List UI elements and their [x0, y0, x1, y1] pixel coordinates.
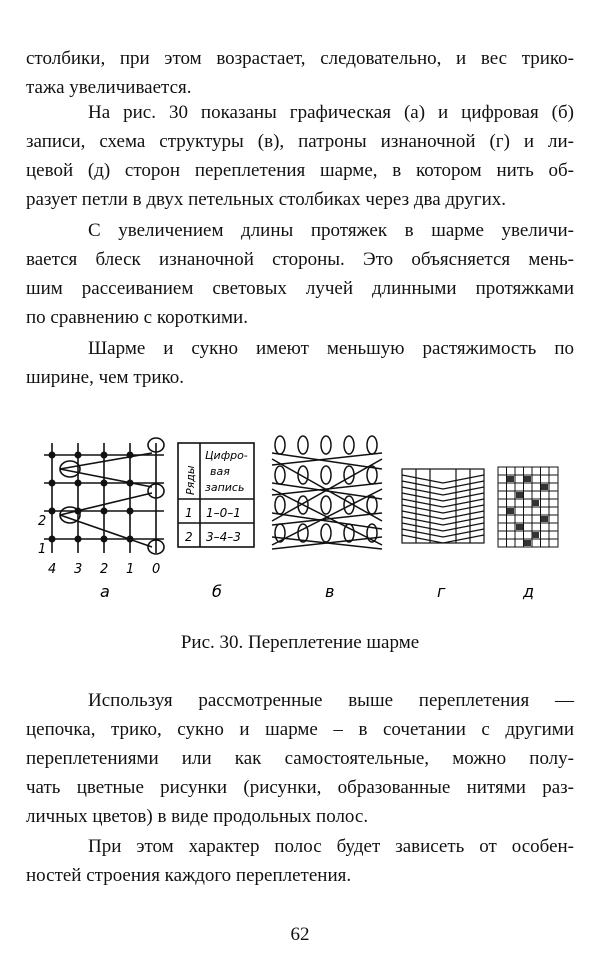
table-cell: 3–4–3 — [206, 530, 241, 544]
table-header: Цифро- — [205, 449, 248, 462]
panel-label-b: б — [212, 582, 222, 601]
paragraph-4 — [26, 334, 574, 392]
panel-label-d: д — [523, 582, 535, 601]
table-header: запись — [205, 481, 245, 494]
row-label: 2 — [38, 514, 47, 529]
figure-caption: Рис. 30. Переплетение шарме — [180, 632, 420, 653]
table-cell: 1 — [185, 506, 193, 520]
text-line: При этом характер полос будет зависеть от особен- — [88, 836, 574, 857]
panel-label-v: в — [325, 582, 335, 601]
panel-label-g: г — [437, 582, 446, 601]
paragraph-2 — [26, 98, 574, 214]
text-line: по сравнению с короткими. — [26, 307, 248, 328]
page-number: 62 — [290, 924, 310, 945]
table-header-rows: Ряды — [184, 465, 197, 495]
needle-label: 4 — [48, 562, 57, 577]
text-line: Используя рассмотренные выше переплетения — — [88, 690, 574, 711]
paragraph-3 — [26, 216, 574, 332]
needle-label: 3 — [74, 562, 83, 577]
paragraph-5 — [26, 686, 574, 831]
table-header: вая — [210, 465, 230, 478]
text-line: На рис. 30 показаны графическая (а) и цифровая (б) — [88, 102, 574, 123]
text-line: цепочка, трико, сукно и шарме – в сочетании с другими — [26, 719, 574, 740]
text-line: записи, схема структуры (в), патроны изнаночной (г) и ли- — [26, 131, 574, 152]
table-cell: 1–0–1 — [206, 506, 241, 520]
needle-label: 1 — [126, 562, 135, 577]
needle-label: 2 — [100, 562, 109, 577]
text-line: чать цветные рисунки (рисунки, образованные нитями раз- — [26, 777, 574, 798]
text-line: переплетениями или как самостоятельные, можно полу- — [26, 748, 574, 769]
figure-30 — [0, 425, 600, 610]
text-line: разует петли в двух петельных столбиках через два других. — [26, 189, 507, 210]
text-line: Шарме и сукно имеют меньшую растяжимость по — [88, 338, 574, 359]
panel-g-back-side-pattern — [402, 469, 484, 543]
row-label: 1 — [38, 542, 47, 557]
text-line: вается блеск изнаночной стороны. Это объясняется мень- — [26, 249, 574, 270]
paragraph-1 — [26, 44, 574, 102]
needle-label: 0 — [152, 562, 161, 577]
text-line: шим рассеиванием световых лучей длинными протяжками — [26, 278, 574, 299]
text-line: столбики, при этом возрастает, следовательно, и вес трико- — [26, 48, 574, 69]
text-line: личных цветов) в виде продольных полос. — [26, 806, 369, 827]
text-line: ширине, чем трико. — [26, 367, 185, 388]
text-line: цевой (д) сторон переплетения шарме, в котором нить об- — [26, 160, 574, 181]
text-line: С увеличением длины протяжек в шарме увеличи- — [88, 220, 574, 241]
paragraph-6 — [26, 832, 574, 890]
text-line: тажа увеличивается. — [26, 77, 192, 98]
panel-label-a: а — [100, 582, 110, 601]
panel-v-structure-scheme — [272, 436, 382, 549]
text-line: ностей строения каждого переплетения. — [26, 865, 352, 886]
table-cell: 2 — [185, 530, 193, 544]
